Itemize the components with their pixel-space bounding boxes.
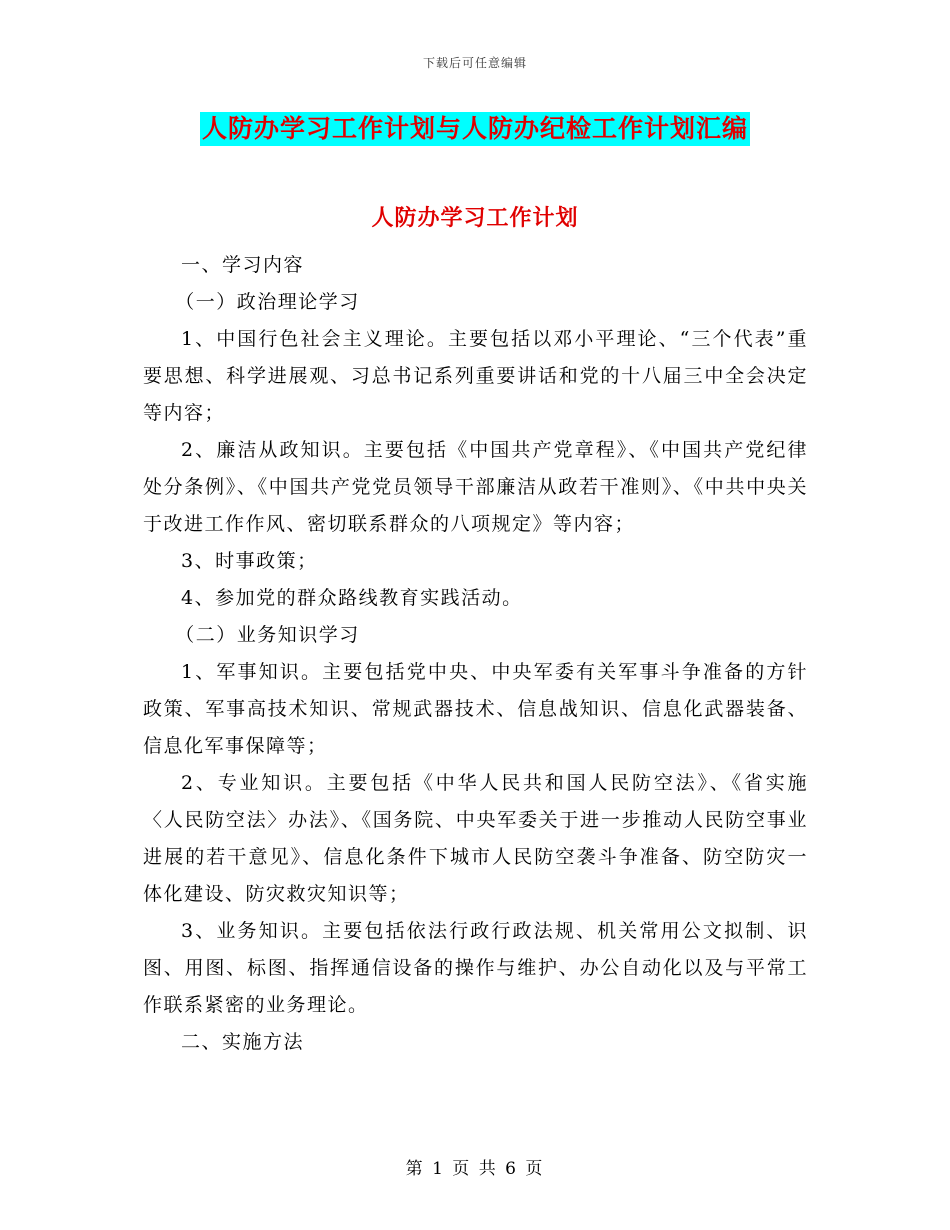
paragraph-body: 3、业务知识。主要包括依法行政行政法规、机关常用公文拟制、识图、用图、标图、指挥通信设备的操作与维护、办公自动化以及与平常工作联系紧密的业务理论。	[143, 920, 808, 1016]
paragraph-heading-2: 二、实施方法	[181, 1031, 305, 1053]
section-title: 人防办学习工作计划	[371, 205, 579, 231]
main-title: 人防办学习工作计划与人防办纪检工作计划汇编	[200, 112, 750, 146]
document-body	[143, 247, 808, 1061]
paragraph-heading-1: 一、学习内容	[181, 254, 305, 276]
paragraph-body: 3、时事政策；	[181, 550, 318, 572]
header-note: 下载后可任意编辑	[422, 56, 527, 70]
paragraph-subheading-1: （一）政治理论学习	[175, 291, 360, 313]
paragraph-body: 2、廉洁从政知识。主要包括《中国共产党章程》、《中国共产党纪律处分条例》、《中国共产党党员领导干部廉洁从政若干准则》、《中共中央关于改进工作作风、密切联系群众的八项规定》等内容；	[143, 439, 808, 535]
paragraph-body: 1、中国行色社会主义理论。主要包括以邓小平理论、“三个代表”重要思想、科学进展观、习总书记系列重要讲话和党的十八届三中全会决定等内容；	[143, 328, 808, 424]
page-number: 第 1 页 共 6 页	[405, 1159, 545, 1179]
main-title-container	[0, 112, 950, 146]
paragraph-body: 4、参加党的群众路线教育实践活动。	[181, 587, 523, 609]
paragraph-body: 1、军事知识。主要包括党中央、中央军委有关军事斗争准备的方针政策、军事高技术知识、常规武器技术、信息战知识、信息化武器装备、信息化军事保障等；	[143, 661, 808, 757]
paragraph-body: 2、专业知识。主要包括《中华人民共和国人民防空法》、《省实施〈人民防空法〉办法》、《国务院、中央军委关于进一步推动人民防空事业进展的若干意见》、信息化条件下城市人民防空袭斗争准备、防空防灾一体化建设、防灾救灾知识等；	[143, 772, 808, 905]
paragraph-subheading-2: （二）业务知识学习	[175, 624, 360, 646]
